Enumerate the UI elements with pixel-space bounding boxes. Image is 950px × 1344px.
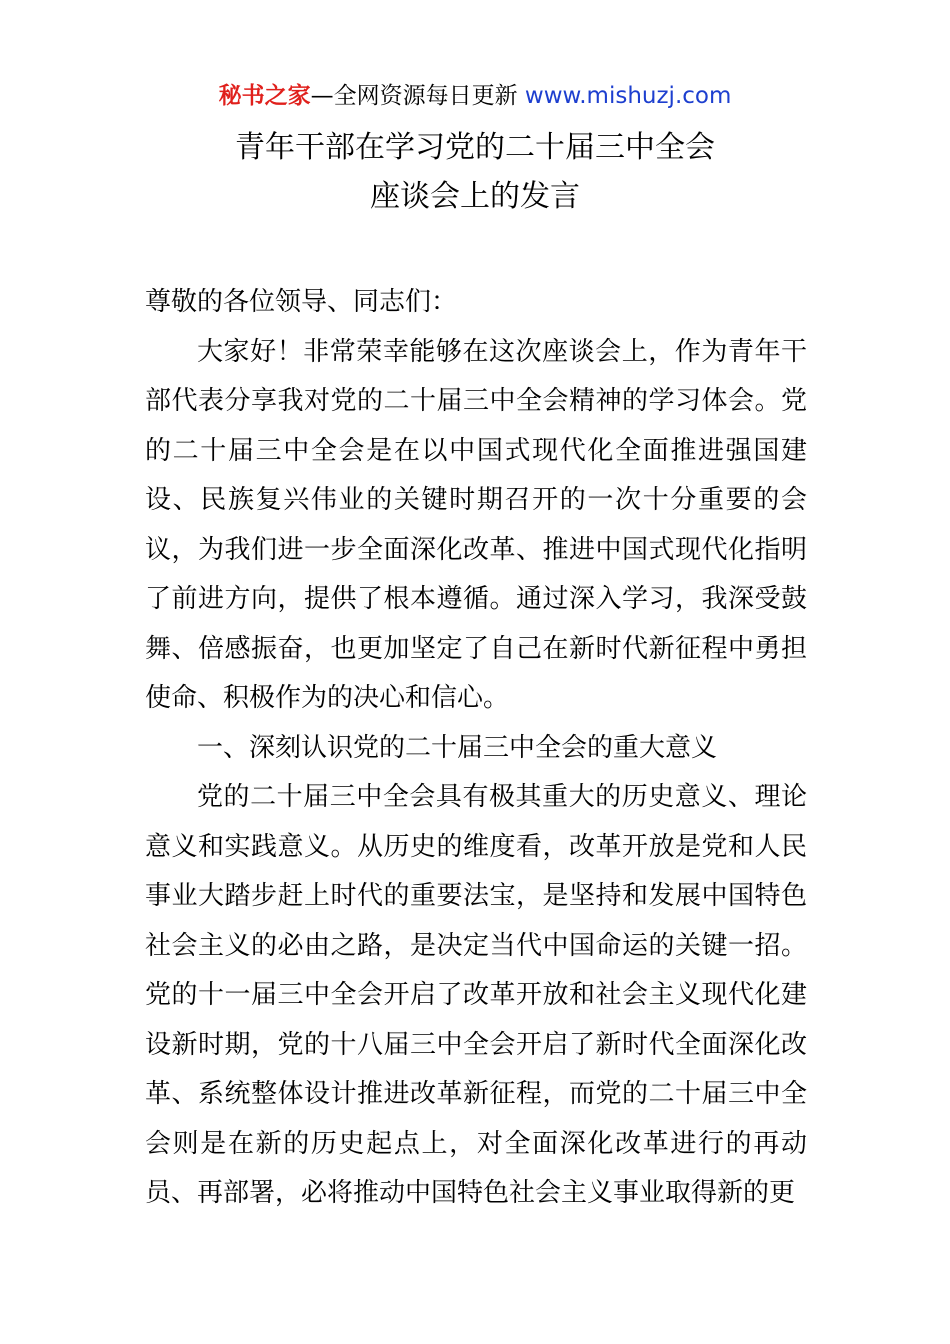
salutation: 尊敬的各位领导、同志们： [145, 287, 458, 317]
section-heading-1: 一、深刻认识党的二十届三中全会的重大意义 [197, 732, 718, 763]
site-brand[interactable]: 秘书之家 [218, 83, 311, 109]
document-title-line-2: 座谈会上的发言 [370, 179, 580, 214]
site-url-link[interactable]: www.mishuzj.com [517, 83, 732, 109]
paragraph-significance: 党的二十届三中全会具有极其重大的历史意义、理论意义和实践意义。从历史的维度看，改革开放是党和人民事业大踏步赶上时代的重要法宝，是坚持和发展中国特色社会主义的必由之路，是决定当代中国命运的关键一招。党的十一届三中全会开启了改革开放和社会主义现代化建设新时期，党的十八届三中全会开启了新时代全面深化改革、系统整体设计推进改革新征程，而党的二十届三中全会则是在新的历史起点上，对全面深化改革进行的再动员、再部署，必将推动中国特色社会主义事业取得新的更 [145, 782, 807, 1208]
site-header [0, 80, 950, 112]
site-tagline: —全网资源每日更新 [310, 83, 518, 109]
document-title-line-1: 青年干部在学习党的二十届三中全会 [235, 130, 715, 165]
document-body [145, 278, 807, 1219]
paragraph-intro: 大家好！非常荣幸能够在这次座谈会上，作为青年干部代表分享我对党的二十届三中全会精神的学习体会。党的二十届三中全会是在以中国式现代化全面推进强国建设、民族复兴伟业的关键时期召开的一次十分重要的会议，为我们进一步全面深化改革、推进中国式现代化指明了前进方向，提供了根本遵循。通过深入学习，我深受鼓舞、倍感振奋，也更加坚定了自己在新时代新征程中勇担使命、积极作为的决心和信心。 [145, 336, 807, 713]
